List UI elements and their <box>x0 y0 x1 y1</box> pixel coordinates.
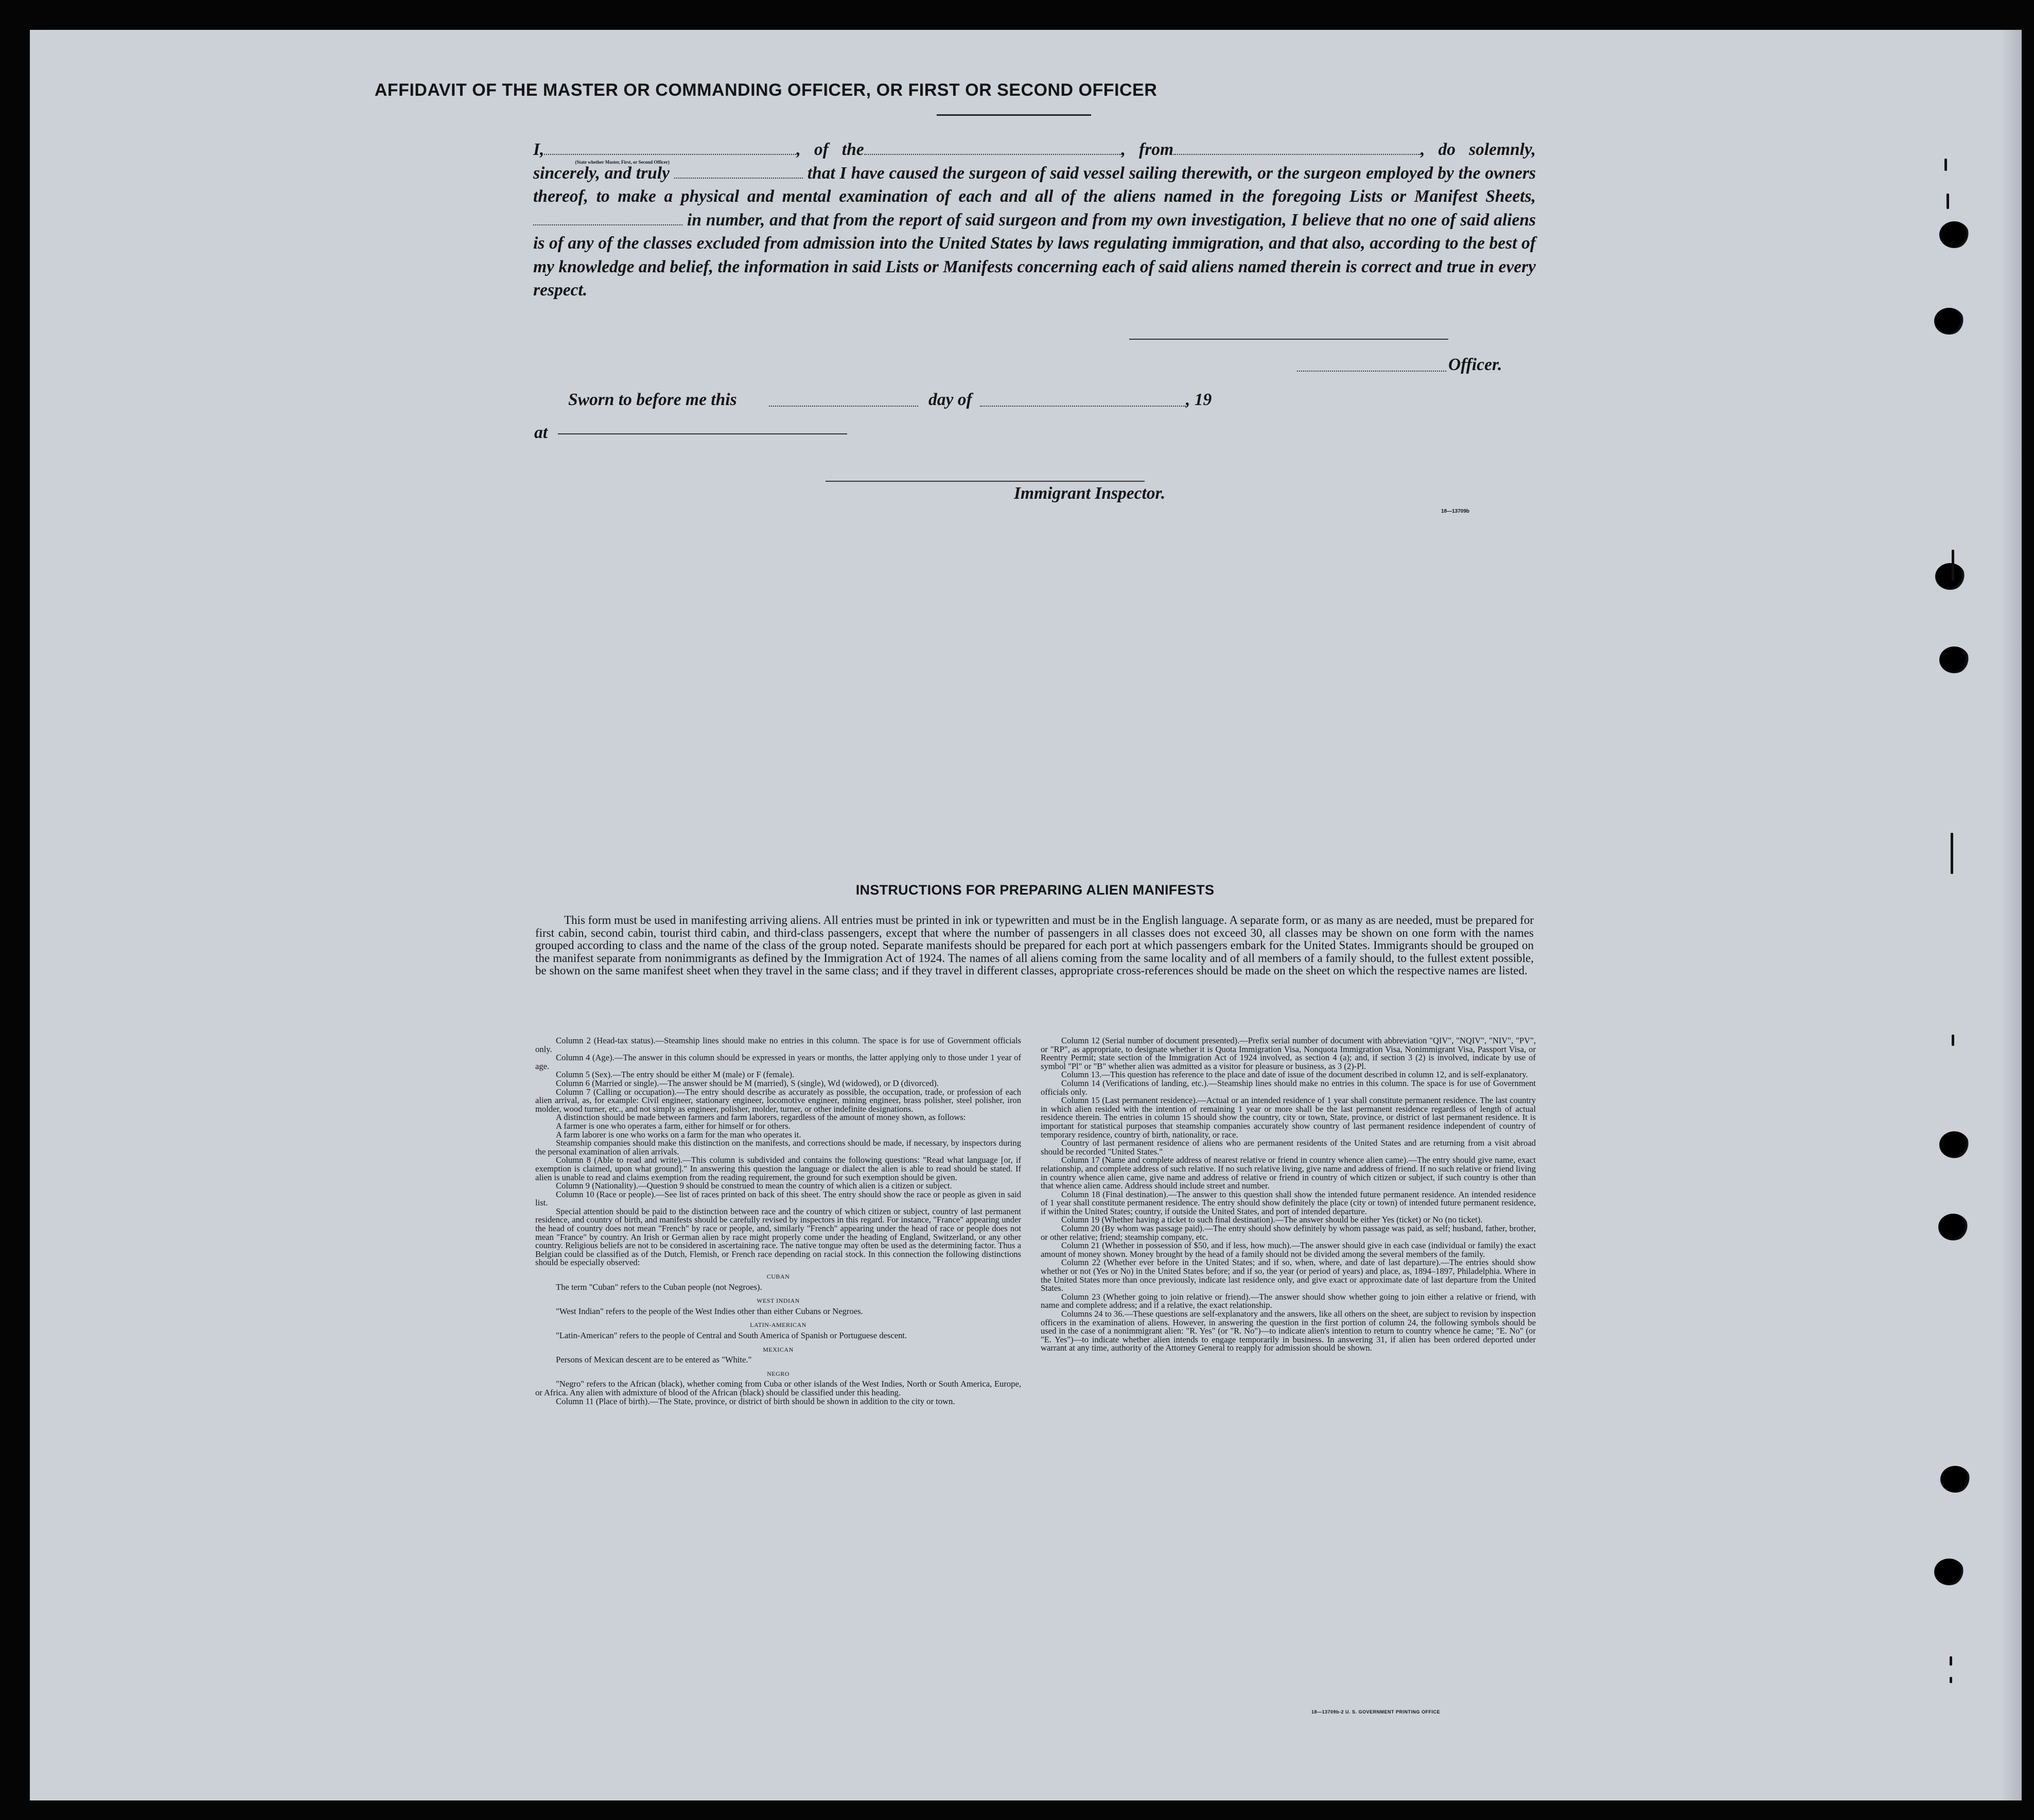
manifest-page <box>30 30 2022 1800</box>
instruction-paragraph: Column 10 (Race or people).—See list of races printed on back of this sheet. The entry should show the race or people as given in said list. <box>535 1189 1021 1208</box>
race-heading-mexican: MEXICAN <box>763 1345 794 1353</box>
race-text-latin-american: "Latin-American" refers to the people of Central and South America of Spanish or Portuguese descent. <box>556 1331 907 1340</box>
sheet-count-blank <box>533 214 682 225</box>
instruction-paragraph: Column 2 (Head-tax status).—Steamship lines should make no entries in this column. The space is for use of Government officials only. <box>535 1036 1021 1054</box>
binding-hole <box>1939 646 1969 673</box>
affidavit-i: I, <box>533 140 545 159</box>
race-text-west-indian: "West Indian" refers to the people of the West Indies other than either Cubans or Negroes. <box>556 1306 863 1316</box>
instruction-paragraph: Column 18 (Final destination).—The answer to this question shall show the intended future permanent residence. An intended residence of 1 year shall constitute permanent residence. The entry should show definitely the place (city or town) of intended future permanent residence, if within the United States; country, if outside the United States, and port of intended departure. <box>1041 1189 1536 1216</box>
instruction-paragraph: Column 17 (Name and complete address of nearest relative or friend in country whence alien came).—The entry should give name, exact relationship, and complete address of such relative. If no such relative living, give name and address of friend. If no such relative or friend living in country whence alien came, give name and address of relative or friend in country of which citizen or subject, if such country is other than that whence alien came. Address should include street and number. <box>1041 1155 1536 1191</box>
instruction-paragraph: Column 11 (Place of birth).—The State, province, or district of birth should be shown in addition to the city or town. <box>556 1396 955 1406</box>
sworn-place-line <box>558 433 847 434</box>
instruction-paragraph: Column 23 (Whether going to join relative or friend).—The answer should show whether going to join either a relative or friend, with name and complete address; and if a relative, the exact relationship. <box>1041 1291 1536 1310</box>
binding-hole <box>1934 308 1964 335</box>
instruction-paragraph: Column 15 (Last permanent residence).—Actual or an intended residence of 1 year shall constitute permanent residence. The last country in which alien resided with the intention of remaining 1 year or more shall be the last permanent residence regardless of length of actual residence therein. The entries in column 15 should show the country, city or town, State, province, or district of last permanent residence. It is important for statistical purposes that steamship companies accurately show country of last permanent residence independent of country of temporary residence, country of birth, nationality, or race. <box>1041 1095 1536 1140</box>
instruction-paragraph: Column 21 (Whether in possession of $50, and if less, how much).—The answer should give in each case (individual or family) the exact amount of money shown. Money brought by the head of a family should not be divided among the several members of the family. <box>1041 1240 1536 1259</box>
officer-rank-blank <box>544 144 796 165</box>
affidavit-text-a: that I have caused the surgeon of said vessel sailing therewith, or the surgeon employed by the owners thereof, to make a physical and mental examination of each and all of the aliens named in the foregoing Lists or Manifest Sheets, <box>533 163 1536 206</box>
affidavit-from: , from <box>1121 140 1174 159</box>
race-heading-negro: NEGRO <box>767 1370 790 1377</box>
race-text-cuban: The term "Cuban" refers to the Cuban people (not Negroes). <box>556 1282 762 1292</box>
race-heading-west-indian: WEST INDIAN <box>757 1297 800 1305</box>
edge-mark <box>1952 1035 1954 1046</box>
edge-mark <box>1947 194 1949 209</box>
affidavit-solemnly: solemnly, sincerely, and truly <box>533 140 1536 183</box>
instruction-paragraph: Column 12 (Serial number of document presented).—Prefix serial number of document with abbreviation "QIV", "NQIV", "NIV", "PV", or "RP", as appropriate, to designate whether it is Quota Immigration Visa, Nonquota Immigration Visa, Nonimmigrant Visa, Passport Visa, or Reentry Permit; state section of the Immigration Act of 1924 involved, as section 4 (a); and, if section 3 (2) is involved, indicate by use of symbol "Pl" or "B" whether alien was admitted as a visitor for pleasure or business, as 3 (2)-Pl. <box>1041 1036 1536 1071</box>
year-prefix: , 19 <box>1186 390 1212 409</box>
sworn-day-blank <box>769 390 918 407</box>
affidavit-title: AFFIDAVIT OF THE MASTER OR COMMANDING OFFICER, OR FIRST OR SECOND OFFICER <box>374 80 1158 100</box>
edge-mark <box>1952 550 1954 581</box>
affidavit-of-the: , of the <box>796 140 864 159</box>
sworn-month-blank <box>980 390 1186 407</box>
day-of-text: day of <box>928 390 972 409</box>
binding-hole <box>1935 563 1965 590</box>
instruction-paragraph: Column 14 (Verifications of landing, etc.).—Steamship lines should make no entries in this column. The space is for use of Government officials only. <box>1041 1078 1536 1097</box>
instruction-paragraph: Special attention should be paid to the distinction between race and the country of which citizen or subject, country of last permanent residence, and country of birth, and manifests should be carefully revised by inspectors in this regard. For instance, "France" appearing under the head of country does not mean "French" by race or people, and, similarly "French" appearing under the head of race or people does not mean "France" by country. An Irish or German alien by race might properly come under the heading of England, Switzerland, or any other country. Religious beliefs are not to be considered in ascertaining race. The native tongue may often be used as the determining factor. Thus a Belgian could be classified as of the Dutch, Flemish, or French race depending on racial stock. In this connection the following distinctions should be especially observed: <box>535 1206 1021 1268</box>
instruction-paragraph: Column 7 (Calling or occupation).—The entry should describe as accurately as possible, the occupation, trade, or profession of each alien arrival, as, for example: Civil engineer, stationary engineer, locomotive engineer, mining engineer, brass polisher, steel polisher, iron molder, wood turner, etc., and not simply as engineer, polisher, molder, turner, or other indefinite designations. <box>535 1087 1021 1114</box>
instruction-paragraph: Column 9 (Nationality).—Question 9 should be construed to mean the country of which alien is a citizen or subject. <box>556 1181 952 1191</box>
instruction-paragraph: Column 5 (Sex).—The entry should be either M (male) or F (female). <box>556 1070 795 1080</box>
race-text-mexican: Persons of Mexican descent are to be entered as "White." <box>556 1355 752 1365</box>
instructions-title: INSTRUCTIONS FOR PREPARING ALIEN MANIFESTS <box>855 882 1215 898</box>
oath-blank <box>674 167 803 179</box>
instructions-left-column <box>535 1037 1021 1406</box>
affidavit-text-b: in number, and that from the report of said surgeon and from my own investigation, I believe that no one of said aliens is of any of the classes excluded from admission into the United States by laws regulating immigration, and that also, according to the best of my knowledge and belief, the information in said Lists or Manifests concerning each of said aliens named therein is correct and true in every respect. <box>533 210 1536 300</box>
instruction-paragraph: Column 8 (Able to read and write).—This column is subdivided and contains the following questions: "Read what language [or, if exemption is claimed, upon what ground]." In answering this question the language or dialect the alien is able to read should be stated. If alien is unable to read and claims exemption from the reading requirement, the ground for such exemption should be given. <box>535 1155 1021 1182</box>
officer-title-blank <box>1297 355 1446 372</box>
edge-mark <box>1950 1656 1952 1666</box>
instruction-paragraph: Column 13.—This question has reference to the place and date of issue of the document described in column 12, and is self-explanatory. <box>1061 1070 1528 1080</box>
race-heading-cuban: CUBAN <box>766 1273 790 1281</box>
binding-hole <box>1939 1131 1969 1158</box>
officer-label: Officer. <box>1448 355 1502 374</box>
edge-mark <box>1944 159 1947 171</box>
officer-signature-line <box>1129 339 1448 340</box>
affidavit-do: , do <box>1421 140 1456 159</box>
instruction-paragraph: Column 4 (Age).—The answer in this column should be expressed in years or months, the latter applying only to those under 1 year of age. <box>535 1053 1021 1071</box>
instruction-paragraph: Columns 24 to 36.—These questions are self-explanatory and the answers, like all others on the sheet, are subject to revision by inspection officers in the examination of aliens. However, in answering the question in the first portion of column 24, the following symbols should be used in the case of a nonimmigrant alien: "R. Yes" (or "R. No")—to indicate alien's intention to return to country whence he came; "E. No" (or "E. Yes")—to indicate whether alien intends to engage temporarily in business. In answering 31, if alien has been ordered deported under warrant at any time, authority of the Attorney General to reapply for admission should be shown. <box>1041 1309 1536 1353</box>
sworn-text: Sworn to before me this <box>568 390 737 409</box>
instruction-paragraph: Column 19 (Whether having a ticket to such final destination).—The answer should be either Yes (ticket) or No (no ticket). <box>1061 1215 1483 1225</box>
officer-rank-note: (State whether Master, First, or Second Officer) <box>575 160 670 165</box>
binding-hole <box>1938 1214 1968 1240</box>
inspector-label: Immigrant Inspector. <box>1014 484 1166 503</box>
race-text-negro: "Negro" refers to the African (black), whether coming from Cuba or other islands of the West Indies, North or South America, Europe, or Africa. Any alien with admixture of blood of the African (black) should be classified under this heading. <box>535 1379 1021 1397</box>
title-rule <box>937 114 1091 116</box>
inspector-signature-line <box>826 481 1145 482</box>
vessel-name-blank <box>864 144 1121 155</box>
binding-hole <box>1934 1559 1964 1585</box>
at-label: at <box>534 423 548 442</box>
instruction-paragraph: Column 6 (Married or single).—The answer should be M (married), S (single), Wd (widowed), or D (divorced). <box>556 1078 939 1088</box>
instructions-intro: This form must be used in manifesting arriving aliens. All entries must be printed in ink or typewritten and must be in the English language. A separate form, or as many as are needed, must be prepared for first cabin, second cabin, tourist third cabin, and third-class passengers, except that where the number of passengers in all classes does not exceed 30, all classes may be shown on one form with the names grouped according to class and the name of the class of the group noted. Separate manifests should be prepared for each port at which passengers embark for the United States. Immigrants should be grouped on the manifest separate from nonimmigrants as defined by the Immigration Act of 1924. The names of all aliens coming from the same locality and of all members of a family should, to the fullest extent possible, be shown on the same manifest sheet when they travel in the same class; and if they travel in different classes, appropriate cross-references should be made on the sheet on which the respective names are listed. <box>535 914 1534 977</box>
instruction-paragraph: Column 22 (Whether ever before in the United States; and if so, when, where, and date of last departure).—The entries should show whether or not (Yes or No) in the United States before; and if so, the year (or period of years) and place, as, 1894–1897, Philadelphia. Where in the United States more than once previously, indicate last residence only, and give exact or approximate date of last departure from the United States. <box>1041 1257 1536 1293</box>
binding-hole <box>1939 221 1969 248</box>
instruction-paragraph: A distinction should be made between farmers and farm laborers, regardless of the amount of money shown, as follows: <box>556 1112 966 1123</box>
affidavit-body <box>533 138 1536 302</box>
instruction-paragraph: Column 20 (By whom was passage paid).—The entry should show definitely by whom passage was paid, as self; husband, father, brother, or other relative; friend; steamship company, etc. <box>1041 1223 1536 1242</box>
form-number: 18—13709b <box>1441 509 1470 514</box>
instructions-right-column <box>1041 1037 1536 1353</box>
instruction-paragraph: Country of last permanent residence of aliens who are permanent residents of the United States and are returning from a visit abroad should be recorded "United States." <box>1041 1138 1536 1157</box>
binding-hole <box>1940 1466 1970 1493</box>
edge-mark <box>1950 1677 1952 1683</box>
port-blank <box>1173 144 1421 155</box>
instruction-paragraph: Steamship companies should make this distinction on the manifests, and corrections should be made, if necessary, by inspectors during the personal examination of alien arrivals. <box>535 1138 1021 1157</box>
instruction-paragraph: A farm laborer is one who works on a farm for the man who operates it. <box>556 1129 801 1140</box>
instruction-paragraph: A farmer is one who operates a farm, either for himself or for others. <box>556 1121 791 1131</box>
printing-office-footer: 18—13709b-2 U. S. GOVERNMENT PRINTING OFFICE <box>1311 1709 1441 1714</box>
race-heading-latin-american: LATIN-AMERICAN <box>750 1321 806 1329</box>
edge-mark <box>1951 833 1953 874</box>
